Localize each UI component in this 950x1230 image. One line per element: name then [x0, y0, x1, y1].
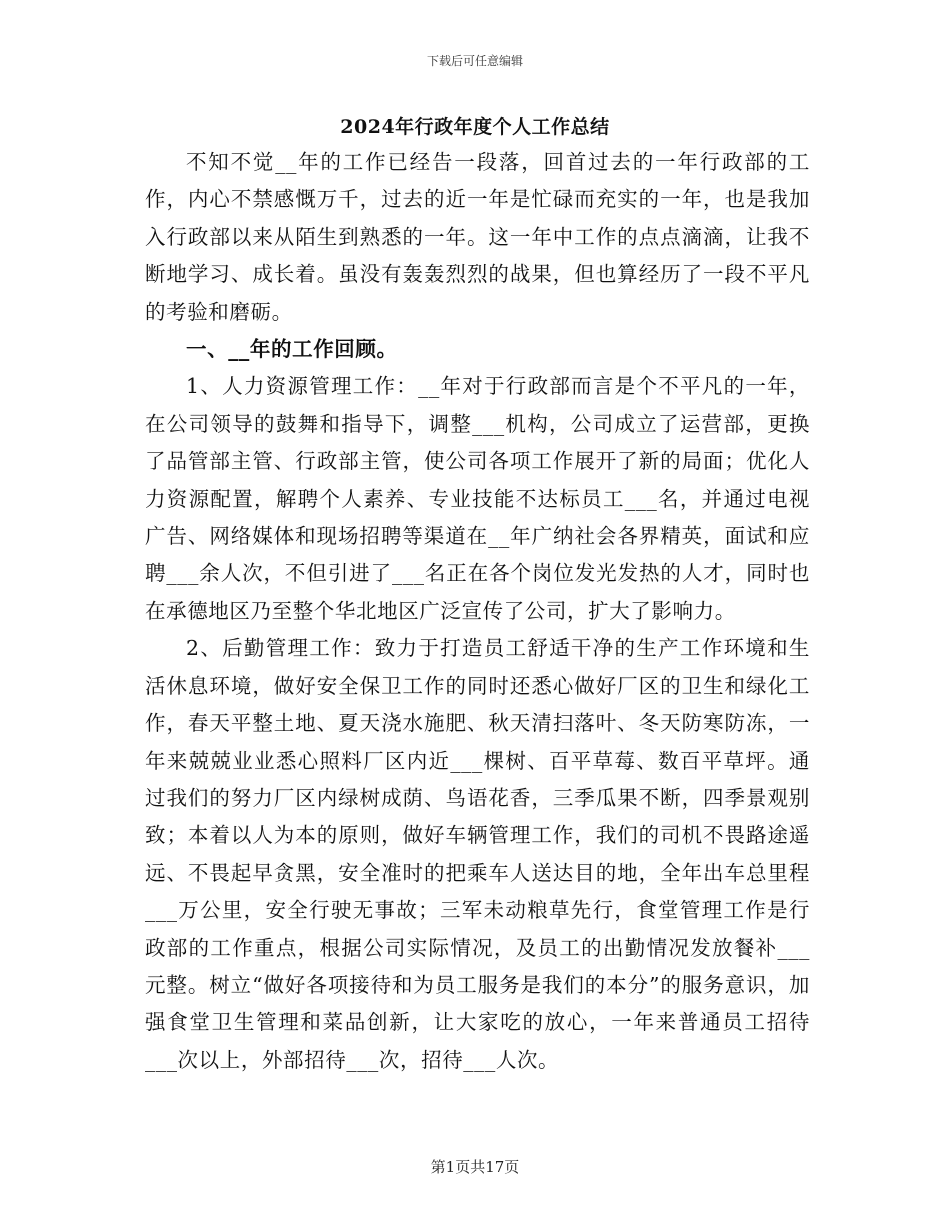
logistics-work-paragraph: 2、后勤管理工作：致力于打造员工舒适干净的生产工作环境和生活休息环境，做好安全保卫工作的同时还悉心做好厂区的卫生和绿化工作，春天平整土地、夏天浇水施肥、秋天清扫落叶、冬天防寒防冻，一年来兢兢业业悉心照料厂区内近___棵树、百平草莓、数百平草坪。通过我们的努力厂区内绿树成荫、鸟语花香，三季瓜果不断，四季景观别致；本着以人为本的原则，做好车辆管理工作，我们的司机不畏路途遥远、不畏起早贪黑，安全准时的把乘车人送达目的地，全年出车总里程___万公里，安全行驶无事故；三军未动粮草先行，食堂管理工作是行政部的工作重点，根据公司实际情况，及员工的出勤情况发放餐补___元整。树立“做好各项接待和为员工服务是我们的本分”的服务意识，加强食堂卫生管理和菜品创新，让大家吃的放心，一年来普通员工招待___次以上，外部招待___次，招待___人次。: [145, 636, 810, 1072]
hr-work-paragraph: 1、人力资源管理工作：__年对于行政部而言是个不平凡的一年，在公司领导的鼓舞和指导下，调整___机构，公司成立了运营部，更换了品管部主管、行政部主管，使公司各项工作展开了新的局面；优化人力资源配置，解聘个人素养、专业技能不达标员工___名，并通过电视广告、网络媒体和现场招聘等渠道在__年广纳社会各界精英，面试和应聘___余人次，不但引进了___名正在各个岗位发光发热的人才，同时也在承德地区乃至整个华北地区广泛宣传了公司，扩大了影响力。: [145, 374, 810, 623]
section-heading: 一、__年的工作回顾。: [186, 337, 398, 362]
intro-paragraph: 不知不觉__年的工作已经告一段落，回首过去的一年行政部的工作，内心不禁感慨万千，过去的近一年是忙碌而充实的一年，也是我加入行政部以来从陌生到熟悉的一年。这一年中工作的点点滴滴，让我不断地学习、成长着。虽没有轰轰烈烈的战果，但也算经历了一段不平凡的考验和磨砺。: [145, 150, 810, 324]
page-number-footer: 第1页共17页: [430, 1158, 520, 1176]
document-body: [145, 144, 810, 1079]
document-title: 2024年行政年度个人工作总结: [340, 116, 610, 138]
page-header-note: 下载后可任意编辑: [426, 54, 523, 68]
